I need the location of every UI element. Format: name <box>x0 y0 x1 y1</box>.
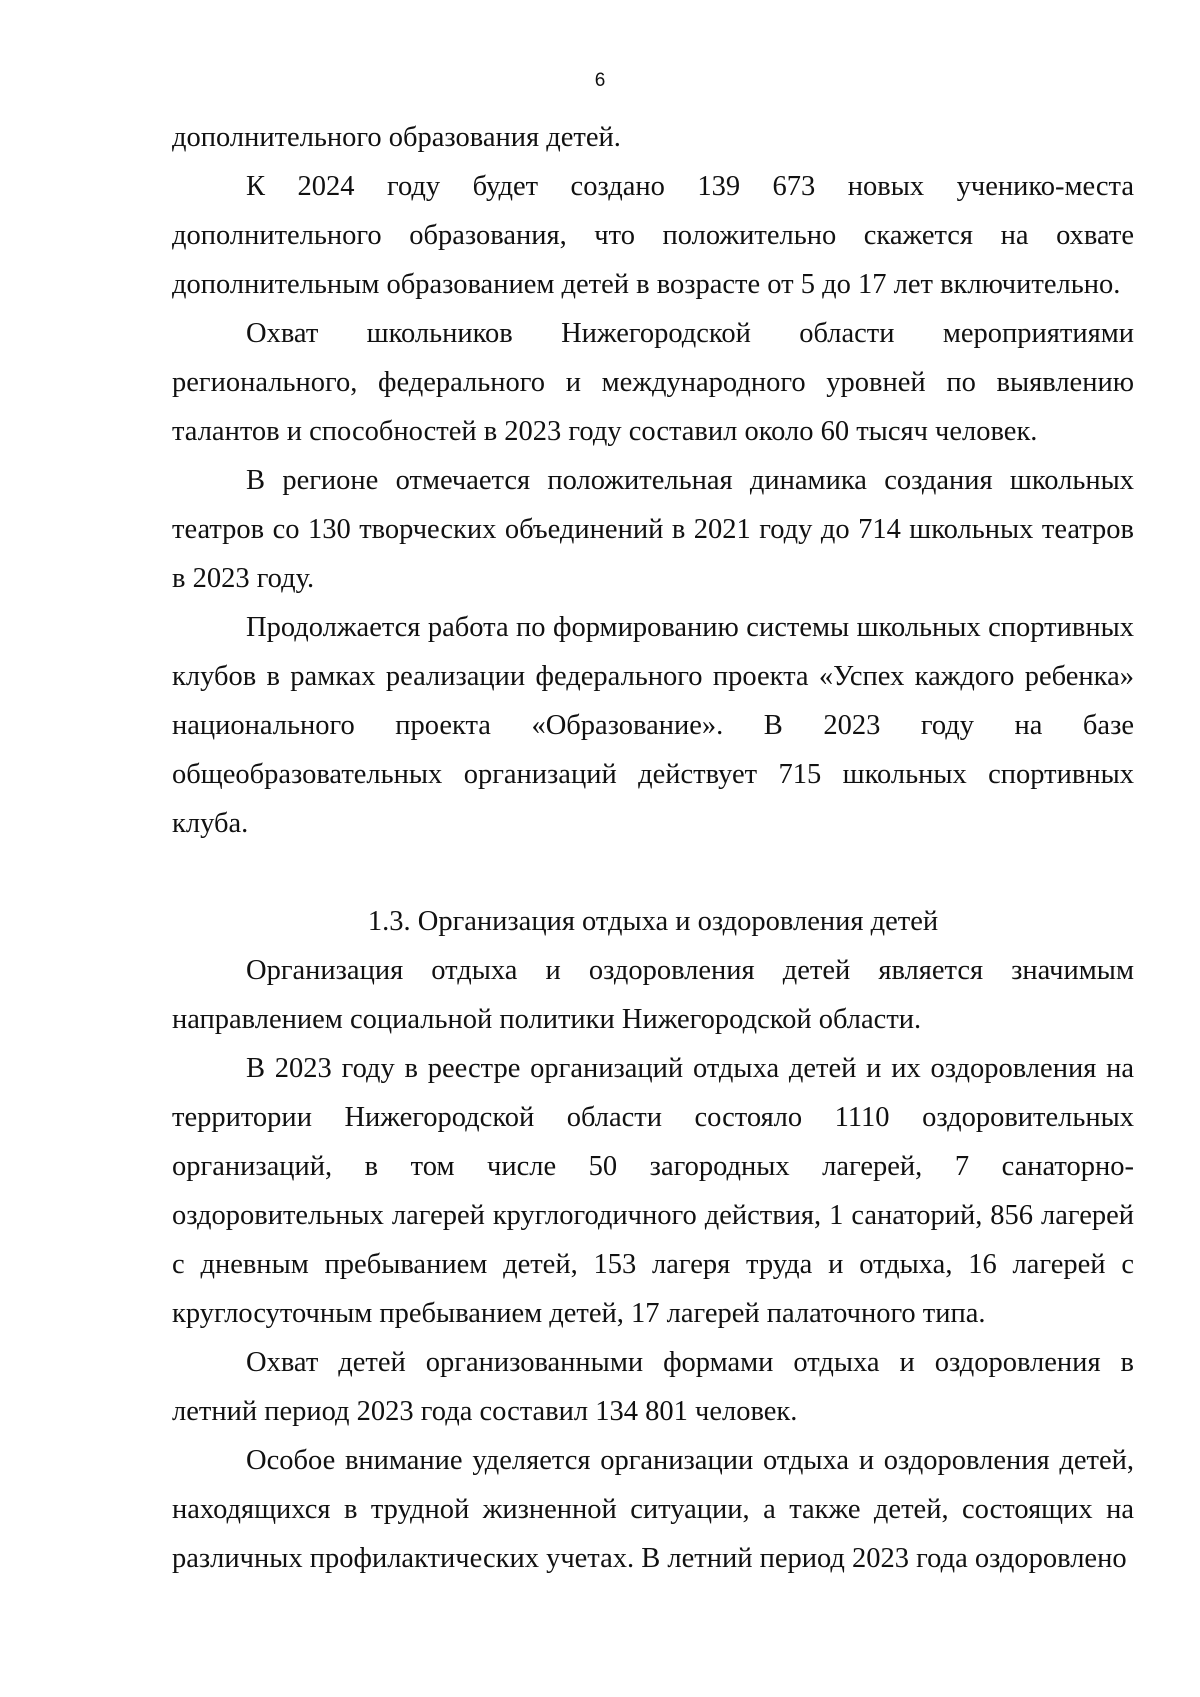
paragraph-talent-coverage: Охват школьников Нижегородской области мероприятиями регионального, федерального и международного уровней по выявлению талантов и способностей в 2023 году составил около 60 тысяч человек. <box>172 318 1134 447</box>
paragraph-registry: В 2023 году в реестре организаций отдыха детей и их оздоровления на территории Нижегородской области состояло 1110 оздоровительных организаций, в том числе 50 загородных лагерей, 7 санаторно-оздоровительных лагерей круглогодичного действия, 1 санаторий, 856 лагерей с дневным пребыванием детей, 153 лагеря труда и отдыха, 16 лагерей с круглосуточным пребыванием детей, 17 лагерей палаточного типа. <box>172 1053 1134 1329</box>
paragraph-special-attention: Особое внимание уделяется организации отдыха и оздоровления детей, находящихся в трудной жизненной ситуации, а также детей, состоящих на различных профилактических учетах. В летний период 2023 года оздоровлено <box>172 1445 1134 1574</box>
document-body <box>172 113 1134 1583</box>
section-heading: 1.3. Организация отдыха и оздоровления детей <box>367 906 939 937</box>
paragraph-summer-coverage: Охват детей организованными формами отдыха и оздоровления в летний период 2023 года составил 134 801 человек. <box>172 1347 1134 1427</box>
paragraph-school-theaters: В регионе отмечается положительная динамика создания школьных театров со 130 творческих объединений в 2021 году до 714 школьных театров в 2023 году. <box>172 465 1134 594</box>
paragraph-continuation: дополнительного образования детей. <box>172 122 621 153</box>
paragraph-sports-clubs: Продолжается работа по формированию системы школьных спортивных клубов в рамках реализации федерального проекта «Успех каждого ребенка» национального проекта «Образование». В 2023 году на базе общеобразовательных организаций действует 715 школьных спортивных клуба. <box>172 612 1134 839</box>
paragraph-recreation-intro: Организация отдыха и оздоровления детей является значимым направлением социальной политики Нижегородской области. <box>172 955 1134 1035</box>
paragraph-new-places: К 2024 году будет создано 139 673 новых ученико-места дополнительного образования, что положительно скажется на охвате дополнительным образованием детей в возрасте от 5 до 17 лет включительно. <box>172 171 1134 300</box>
page-number: 6 <box>594 70 606 91</box>
